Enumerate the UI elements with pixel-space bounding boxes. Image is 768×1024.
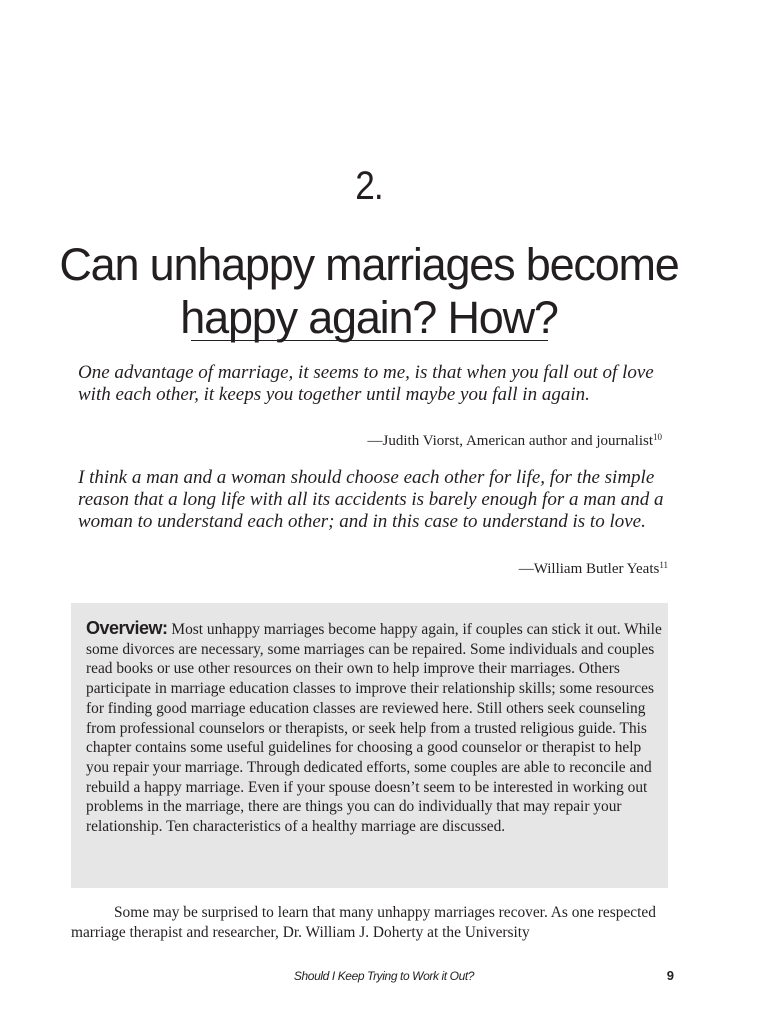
epigraph-attribution-1 bbox=[368, 428, 662, 450]
body-paragraph: Some may be surprised to learn that many unhappy marriages recover. As one respected marriage therapist and researcher, Dr. William J. Doherty at the University bbox=[71, 904, 656, 941]
page-number: 9 bbox=[666, 968, 674, 983]
overview-box bbox=[71, 603, 668, 888]
footer-book-title: Should I Keep Trying to Work it Out? bbox=[293, 969, 475, 983]
overview-label: Overview: bbox=[86, 618, 168, 638]
title-underline bbox=[191, 340, 548, 341]
epigraph-quote-2: I think a man and a woman should choose each other for life, for the simple reason that a long life with all its accidents is barely enough for a man and a woman to understand each other; and in this case to understand is to love. bbox=[78, 467, 664, 532]
overview-text: Most unhappy marriages become happy again, if couples can stick it out. While some divorces are necessary, some marriages can be repaired. Some individuals and couples read books or use other resources on their own to help improve their marriages. Others participate in marriage education classes to improve their relationship skills; some resources for finding good marriage education classes are reviewed here. Still others seek counseling from professional counselors or therapists, or seek help from a trusted religious guide. This chapter contains some useful guidelines for choosing a good counselor or therapist to help you repair your marriage. Through dedicated efforts, some couples are able to reconcile and rebuild a happy marriage. Even if your spouse doesn’t seem to be interested in working out problems in the marriage, there are things you can do individually that may repair your relationship. Ten characteristics of a healthy marriage are discussed. bbox=[86, 621, 662, 836]
overview-paragraph bbox=[86, 619, 664, 837]
footnote-reference[interactable]: 10 bbox=[653, 432, 662, 442]
epigraph-quote-1: One advantage of marriage, it seems to me, is that when you fall out of love with each other, it keeps you together until maybe you fall in again. bbox=[78, 362, 654, 405]
attribution-text: —Judith Viorst, American author and journalist bbox=[367, 433, 653, 449]
chapter-title: Can unhappy marriages become happy again? How? bbox=[59, 239, 679, 343]
epigraph-attribution-2 bbox=[519, 556, 668, 578]
footnote-reference[interactable]: 11 bbox=[659, 560, 668, 570]
attribution-text: —William Butler Yeats bbox=[518, 561, 660, 577]
chapter-number: 2. bbox=[355, 164, 383, 208]
